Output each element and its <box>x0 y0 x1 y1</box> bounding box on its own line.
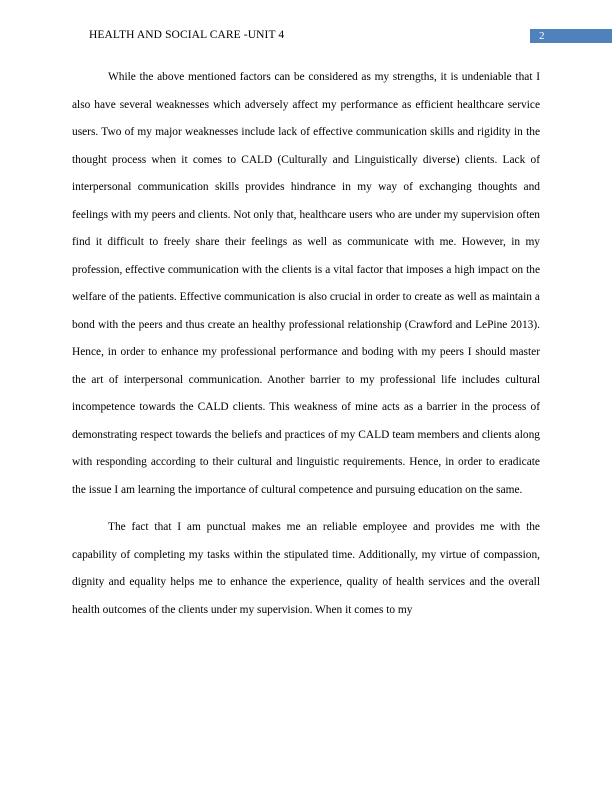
running-header-title: HEALTH AND SOCIAL CARE -UNIT 4 <box>89 29 285 41</box>
document-body <box>72 64 540 624</box>
body-paragraph-strengths: The fact that I am punctual makes me an reliable employee and provides me with the capability of completing my tasks within the stipulated time. Additionally, my virtue of compassion, dignity and equality helps me to enhance the experience, quality of health services and the overall health outcomes of the clients under my supervision. When it comes to my <box>72 521 540 616</box>
page-number-badge <box>530 29 612 43</box>
body-paragraph-weaknesses: While the above mentioned factors can be considered as my strengths, it is undeniable that I also have several weaknesses which adversely affect my performance as efficient healthcare service users. Two of my major weaknesses include lack of effective communication skills and rigidity in the thought process when it comes to CALD (Culturally and Linguistically diverse) clients. Lack of interpersonal communication skills provides hindrance in my way of exchanging thoughts and feelings with my peers and clients. Not only that, healthcare users who are under my supervision often find it difficult to freely share their feelings as well as communicate with me. However, in my profession, effective communication with the clients is a vital factor that imposes a high impact on the welfare of the patients. Effective communication is also crucial in order to create as well as maintain a bond with the peers and thus create an healthy professional relationship (Crawford and LePine 2013). Hence, in order to enhance my professional performance and boding with my peers I should master the art of interpersonal communication. Another barrier to my professional life includes cultural incompetence towards the CALD clients. This weakness of mine acts as a barrier in the process of demonstrating respect towards the beliefs and practices of my CALD team members and clients along with responding according to their cultural and linguistic requirements. Hence, in order to eradicate the issue I am learning the importance of cultural competence and pursuing education on the same. <box>72 71 540 496</box>
page-number: 2 <box>539 30 545 42</box>
